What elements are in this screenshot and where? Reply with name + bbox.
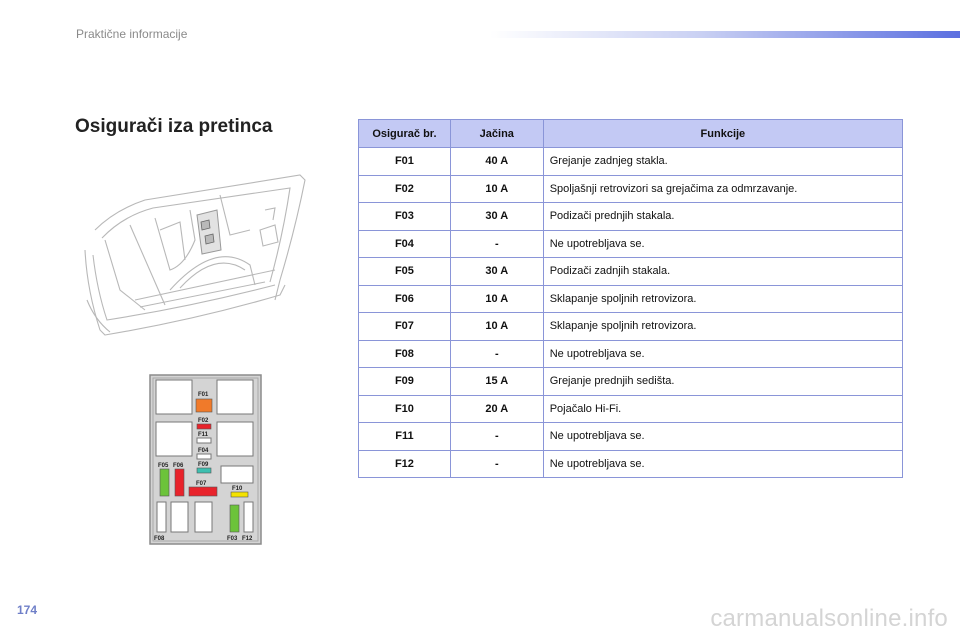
fuse-rating: -: [450, 423, 543, 451]
fuse-number: F02: [359, 175, 451, 203]
fuse-rating: 40 A: [450, 148, 543, 176]
column-header-functions: Funkcije: [543, 120, 902, 148]
glovebox-illustration: [75, 170, 310, 340]
fuse-function: Podizači prednjih stakala.: [543, 203, 902, 231]
table-row: [359, 450, 903, 478]
fuse-label-f12: F12: [242, 536, 253, 542]
fuse-f06-shape: [175, 469, 184, 496]
watermark: carmanualsonline.info: [710, 605, 948, 632]
fuse-rating: -: [450, 450, 543, 478]
fuse-rating: -: [450, 230, 543, 258]
fuse-function: Spoljašnji retrovizori sa grejačima za odmrzavanje.: [543, 175, 902, 203]
fuse-label-f09: F09: [198, 462, 209, 468]
fuse-function: Grejanje zadnjeg stakla.: [543, 148, 902, 176]
fuse-function: Pojačalo Hi-Fi.: [543, 395, 902, 423]
fuse-f05-shape: [160, 469, 169, 496]
fuse-number: F06: [359, 285, 451, 313]
fuse-number: F12: [359, 450, 451, 478]
fuse-table: [358, 119, 903, 478]
fuse-label-f10: F10: [232, 486, 243, 492]
fuse-rating: 10 A: [450, 285, 543, 313]
fuse-rating: 20 A: [450, 395, 543, 423]
fuse-function: Podizači zadnjih stakala.: [543, 258, 902, 286]
fuse-f07-shape: [189, 487, 217, 496]
fuse-function: Ne upotrebljava se.: [543, 340, 902, 368]
fuse-number: F03: [359, 203, 451, 231]
table-header-row: [359, 120, 903, 148]
header-bar: [490, 31, 960, 38]
fuse-rating: 10 A: [450, 313, 543, 341]
table-row: [359, 148, 903, 176]
table-row: [359, 368, 903, 396]
column-header-rating: Jačina: [450, 120, 543, 148]
fuse-rating: 30 A: [450, 258, 543, 286]
fuse-rating: 30 A: [450, 203, 543, 231]
fuse-label-f11: F11: [198, 432, 209, 438]
fuse-rating: 15 A: [450, 368, 543, 396]
fuse-rating: -: [450, 340, 543, 368]
fuse-label-f03: F03: [227, 536, 238, 542]
fuse-number: F01: [359, 148, 451, 176]
fuse-function: Sklapanje spoljnih retrovizora.: [543, 285, 902, 313]
table-row: [359, 285, 903, 313]
fuse-label-f07: F07: [196, 481, 207, 487]
fuse-label-f06: F06: [173, 463, 184, 469]
fuse-number: F10: [359, 395, 451, 423]
fuse-number: F07: [359, 313, 451, 341]
page-title: Osigurači iza pretinca: [75, 116, 273, 137]
fuse-function: Ne upotrebljava se.: [543, 423, 902, 451]
table-row: [359, 203, 903, 231]
fuse-f10-shape: [231, 492, 248, 497]
fuse-function: Ne upotrebljava se.: [543, 450, 902, 478]
table-row: [359, 258, 903, 286]
fuse-f01-shape: [196, 399, 212, 412]
table-row: [359, 230, 903, 258]
fuse-rating: 10 A: [450, 175, 543, 203]
fuse-label-f01: F01: [198, 392, 209, 398]
fuse-number: F04: [359, 230, 451, 258]
column-header-fuse-number: Osigurač br.: [359, 120, 451, 148]
fuse-box-diagram: [149, 374, 263, 546]
fuse-number: F05: [359, 258, 451, 286]
fuse-function: Grejanje prednjih sedišta.: [543, 368, 902, 396]
table-row: [359, 423, 903, 451]
fuse-label-f02: F02: [198, 418, 209, 424]
table-row: [359, 175, 903, 203]
table-row: [359, 395, 903, 423]
fuse-label-f04: F04: [198, 448, 209, 454]
page-number: 174: [17, 603, 38, 617]
fuse-function: Ne upotrebljava se.: [543, 230, 902, 258]
fuse-f02-shape: [197, 424, 211, 429]
fuse-f09-shape: [197, 468, 211, 473]
section-label: Praktične informacije: [76, 27, 188, 41]
fuse-label-f08: F08: [154, 536, 165, 542]
fuse-function: Sklapanje spoljnih retrovizora.: [543, 313, 902, 341]
fuse-f03-shape: [230, 505, 239, 532]
fuse-label-f05: F05: [158, 463, 169, 469]
table-row: [359, 340, 903, 368]
fuse-number: F08: [359, 340, 451, 368]
fuse-number: F09: [359, 368, 451, 396]
table-row: [359, 313, 903, 341]
fuse-number: F11: [359, 423, 451, 451]
